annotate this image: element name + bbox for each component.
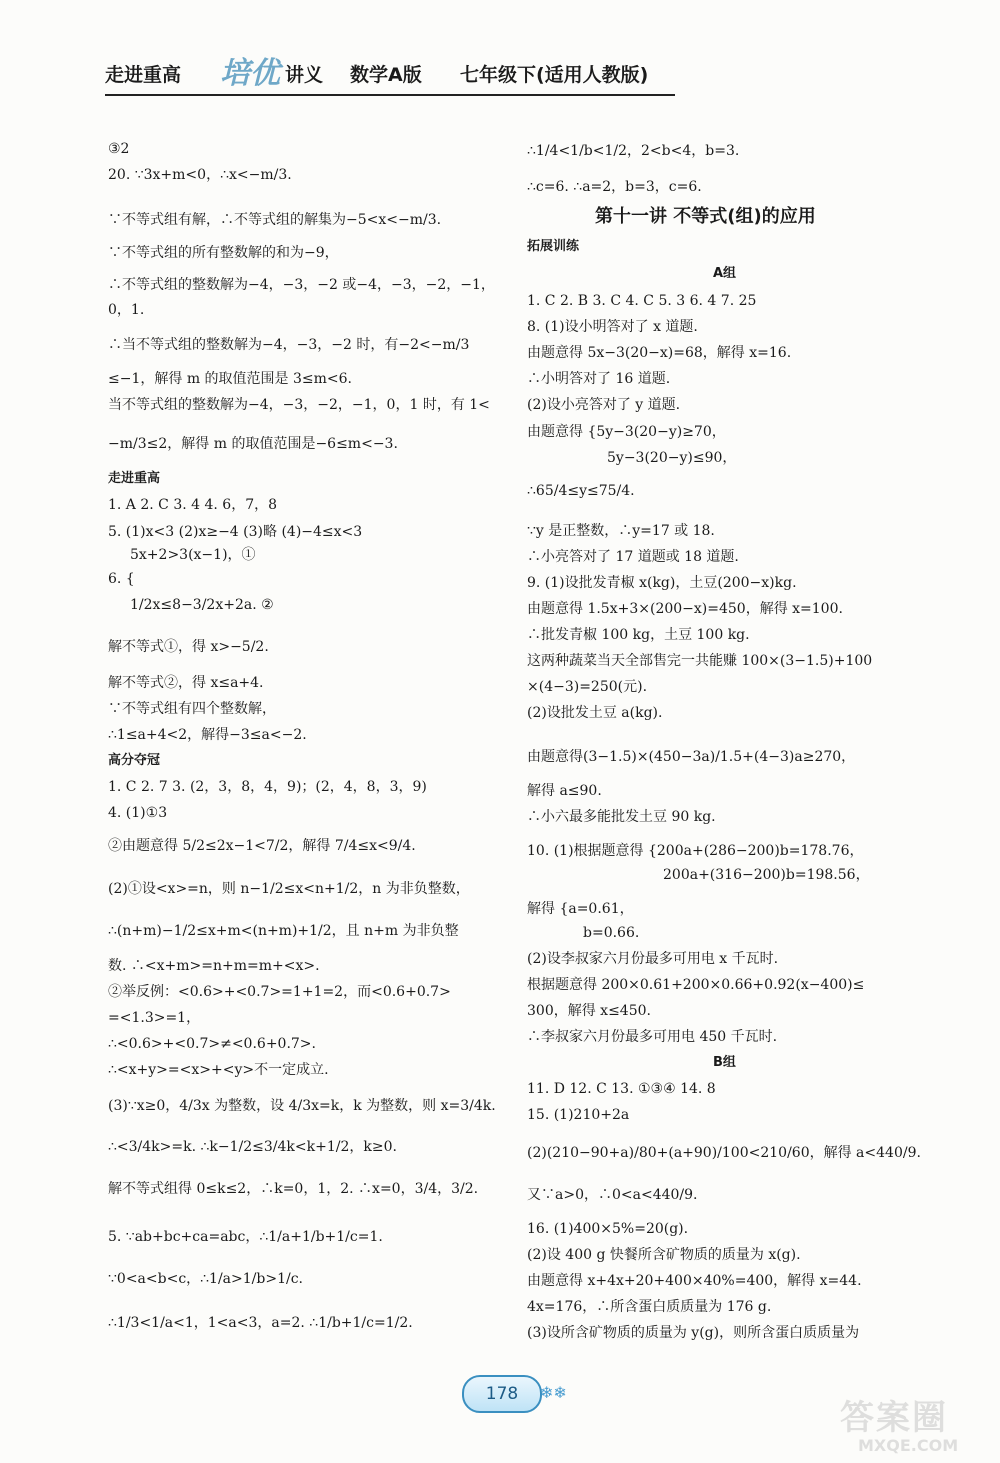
answer-line: ∴<x+y>=<x>+<y>不一定成立. bbox=[108, 1062, 329, 1078]
snowflake-icon: ❄❄ bbox=[540, 1383, 567, 1402]
answer-line: ∵不等式组有解，∴不等式组的解集为−5<x<−m/3. bbox=[108, 212, 442, 228]
answer-line: ∴批发青椒 100 kg，土豆 100 kg. bbox=[527, 627, 750, 643]
answer-line: (3)设所含矿物质的质量为 y(g)，则所含蛋白质质量为 bbox=[527, 1325, 860, 1341]
group-heading: B组 bbox=[713, 1055, 736, 1070]
group-heading: A组 bbox=[713, 266, 737, 281]
answer-line: ∴李叔家六月份最多可用电 450 千瓦时. bbox=[527, 1029, 778, 1045]
answer-line: ∴1/3<1/a<1，1<a<3，a=2. ∴1/b+1/c=1/2. bbox=[108, 1315, 413, 1331]
answer-line: 数. ∴<x+m>=n+m=m+<x>. bbox=[108, 958, 320, 974]
answer-line: ∴当不等式组的整数解为−4，−3，−2 时，有−2<−m/3 bbox=[108, 337, 470, 353]
answer-line: (3)∵x≥0，4/3x 为整数，设 4/3x=k，k 为整数，则 x=3/4k. bbox=[108, 1098, 496, 1114]
answer-line: ∵不等式组有四个整数解， bbox=[108, 701, 276, 717]
answer-line: ∴小亮答对了 17 道题或 18 道题. bbox=[527, 549, 739, 565]
answer-line: 由题意得(3−1.5)×(450−3a)/1.5+(4−3)a≥270， bbox=[527, 749, 856, 765]
answer-line: 解不等式①，得 x>−5/2. bbox=[108, 639, 269, 655]
book-type: 讲义 bbox=[285, 64, 324, 86]
answer-line: 1. A 2. C 3. 4 4. 6，7，8 bbox=[108, 497, 278, 513]
answer-line: 0，1. bbox=[108, 302, 145, 318]
equation-line: b=0.66. bbox=[583, 925, 640, 941]
answer-line: ∴(n+m)−1/2≤x+m<(n+m)+1/2，且 n+m 为非负整 bbox=[108, 923, 459, 939]
answer-line: ∴小明答对了 16 道题. bbox=[527, 371, 671, 387]
watermark-url: MXQE.COM bbox=[858, 1436, 959, 1455]
answer-line: (2)设批发土豆 a(kg). bbox=[527, 705, 663, 721]
answer-line: 4. (1)①3 bbox=[108, 805, 168, 821]
answer-line: 这两种蔬菜当天全部售完一共能赚 100×(3−1.5)+100 bbox=[527, 653, 873, 669]
section-heading: 走进重高 bbox=[108, 471, 161, 486]
answer-line: ∵0<a<b<c，∴1/a>1/b>1/c. bbox=[108, 1271, 303, 1287]
answer-line: ∴<0.6>+<0.7>≠<0.6+0.7>. bbox=[108, 1036, 316, 1052]
brand-logo: 培优 bbox=[220, 56, 280, 91]
answer-line: 解不等式②，得 x≤a+4. bbox=[108, 675, 264, 691]
subject-edition: 数学A版 bbox=[350, 64, 422, 86]
answer-line: (2)(210−90+a)/80+(a+90)/100<210/60，解得 a<440/9. bbox=[527, 1145, 921, 1161]
answer-line: ∴1/4<1/b<1/2，2<b<4，b=3. bbox=[527, 143, 740, 159]
answer-line: (2)设 400 g 快餐所含矿物质的质量为 x(g). bbox=[527, 1247, 801, 1263]
answer-line: ∴小六最多能批发土豆 90 kg. bbox=[527, 809, 716, 825]
answer-line: 由题意得 1.5x+3×(200−x)=450，解得 x=100. bbox=[527, 601, 843, 617]
page-header bbox=[105, 52, 675, 122]
equation-system: 6. { bbox=[108, 571, 135, 587]
answer-line: 解不等式组得 0≤k≤2，∴k=0，1，2. ∴x=0，3/4，3/2. bbox=[108, 1181, 479, 1197]
answer-line: ②举反例：<0.6>+<0.7>=1+1=2，而<0.6+0.7> bbox=[108, 984, 451, 1000]
answer-line: 解得 a≤90. bbox=[527, 783, 602, 799]
answer-line: (2)设李叔家六月份最多可用电 x 千瓦时. bbox=[527, 951, 779, 967]
answer-line: 根据题意得 200×0.61+200×0.66+0.92(x−400)≤ bbox=[527, 977, 865, 993]
answer-line: 当不等式组的整数解为−4，−3，−2，−1，0，1 时，有 1< bbox=[108, 397, 490, 413]
answer-line: ∴<3/4k>=k. ∴k−1/2≤3/4k<k+1/2，k≥0. bbox=[108, 1139, 397, 1155]
series-title: 走进重高 bbox=[105, 64, 182, 86]
answer-line: ∴1≤a+4<2，解得−3≤a<−2. bbox=[108, 727, 307, 743]
answer-line: 1. C 2. B 3. C 4. C 5. 3 6. 4 7. 25 bbox=[527, 293, 757, 309]
header-rule bbox=[105, 94, 675, 96]
section-heading: 拓展训练 bbox=[527, 239, 580, 254]
answer-line: ∵不等式组的所有整数解的和为−9， bbox=[108, 245, 339, 261]
equation-line: 5x+2>3(x−1)，① bbox=[130, 547, 256, 563]
grade-label: 七年级下(适用人教版) bbox=[460, 64, 649, 86]
answer-line: 15. (1)210+2a bbox=[527, 1107, 630, 1123]
section-heading: 高分夺冠 bbox=[108, 753, 161, 768]
answer-line: =<1.3>=1， bbox=[108, 1010, 201, 1026]
answer-line: ×(4−3)=250(元). bbox=[527, 679, 648, 695]
answer-line: ∴65/4≤y≤75/4. bbox=[527, 483, 635, 499]
answer-line: 8. (1)设小明答对了 x 道题. bbox=[527, 319, 698, 335]
answer-line: 11. D 12. C 13. ①③④ 14. 8 bbox=[527, 1081, 716, 1097]
answer-line: (2)①设<x>=n，则 n−1/2≤x<n+1/2，n 为非负整数， bbox=[108, 881, 470, 897]
equation-system: 解得 {a=0.61， bbox=[527, 901, 634, 917]
equation-line: 200a+(316−200)b=198.56， bbox=[663, 867, 870, 883]
answer-line: 又∵a>0，∴0<a<440/9. bbox=[527, 1187, 698, 1203]
answer-line: 20. ∵3x+m<0，∴x<−m/3. bbox=[108, 167, 292, 183]
answer-line: ②由题意得 5/2≤2x−1<7/2，解得 7/4≤x<9/4. bbox=[108, 838, 416, 854]
answer-line: ③2 bbox=[108, 141, 130, 157]
answer-line: 5. ∵ab+bc+ca=abc，∴1/a+1/b+1/c=1. bbox=[108, 1229, 383, 1245]
page-number: 178 bbox=[462, 1375, 542, 1413]
answer-line: 1. C 2. 7 3. (2，3，8，4，9)；(2，4，8，3，9) bbox=[108, 779, 427, 795]
answer-line: −m/3≤2，解得 m 的取值范围是−6≤m<−3. bbox=[108, 436, 398, 452]
watermark-logo: 答案圈 bbox=[840, 1398, 948, 1438]
answer-line: ≤−1，解得 m 的取值范围是 3≤m<6. bbox=[108, 371, 352, 387]
answer-line: ∵y 是正整数，∴y=17 或 18. bbox=[527, 523, 715, 539]
answer-line: ∴c=6. ∴a=2，b=3，c=6. bbox=[527, 179, 702, 195]
answer-line: (2)设小亮答对了 y 道题. bbox=[527, 397, 681, 413]
answer-line: ∴不等式组的整数解为−4，−3，−2 或−4，−3，−2，−1， bbox=[108, 277, 495, 293]
equation-system: 10. (1)根据题意得 {200a+(286−200)b=178.76， bbox=[527, 843, 864, 859]
equation-line: 1/2x≤8−3/2x+2a. ② bbox=[130, 597, 274, 613]
answer-line: 由题意得 5x−3(20−x)=68，解得 x=16. bbox=[527, 345, 792, 361]
answer-line: 由题意得 x+4x+20+400×40%=400，解得 x=44. bbox=[527, 1273, 862, 1289]
answer-line: 9. (1)设批发青椒 x(kg)，土豆(200−x)kg. bbox=[527, 575, 797, 591]
answer-line: 16. (1)400×5%=20(g). bbox=[527, 1221, 689, 1237]
answer-line: 5. (1)x<3 (2)x≥−4 (3)略 (4)−4≤x<3 bbox=[108, 524, 363, 540]
equation-line: 5y−3(20−y)≤90， bbox=[607, 450, 737, 466]
watermark bbox=[830, 1390, 990, 1460]
answer-line: 300，解得 x≤450. bbox=[527, 1003, 651, 1019]
answer-line: 4x=176，∴所含蛋白质质量为 176 g. bbox=[527, 1299, 772, 1315]
chapter-title: 第十一讲 不等式(组)的应用 bbox=[595, 206, 816, 227]
equation-system: 由题意得 {5y−3(20−y)≥70， bbox=[527, 424, 726, 440]
